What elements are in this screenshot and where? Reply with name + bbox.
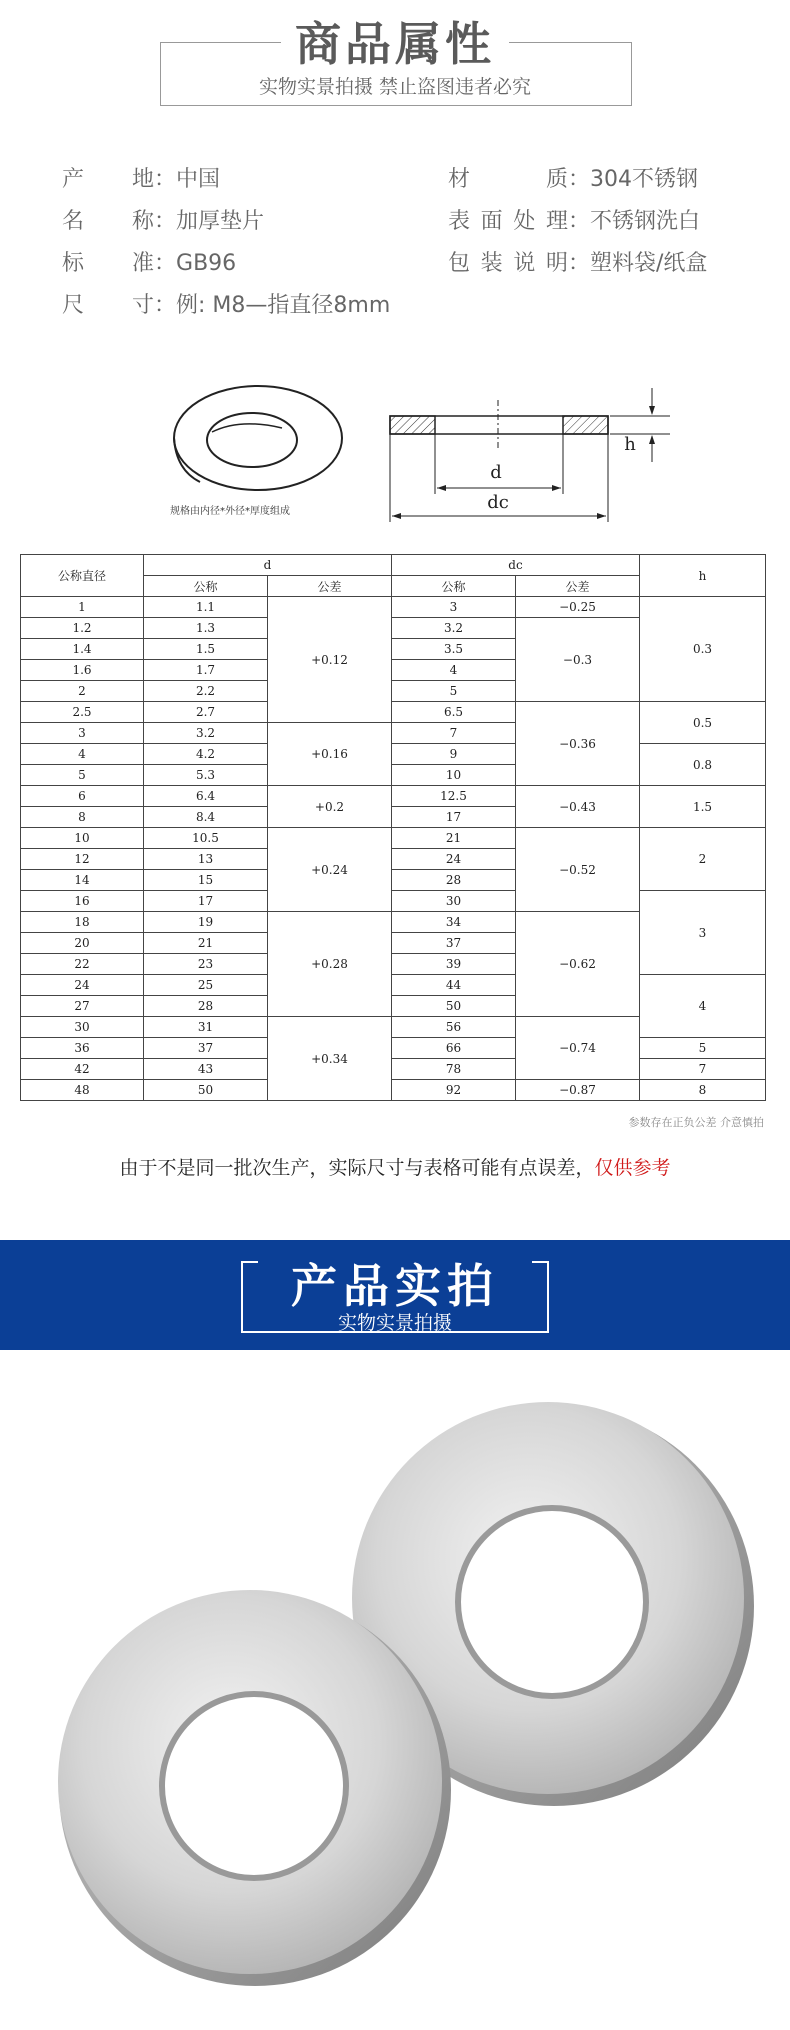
cell-nominal-diameter: 3 xyxy=(21,723,144,744)
cell-nominal-diameter: 42 xyxy=(21,1059,144,1080)
cell-dc-nominal: 39 xyxy=(392,954,516,975)
cell-dc-nominal: 92 xyxy=(392,1080,516,1101)
table-row xyxy=(21,1038,766,1059)
section-title: 商品属性 xyxy=(0,8,790,74)
cell-dc-nominal: 24 xyxy=(392,849,516,870)
label-dc: dc xyxy=(487,492,509,513)
cell-d-nominal: 31 xyxy=(144,1017,268,1038)
cell-dc-nominal: 66 xyxy=(392,1038,516,1059)
cell-h: 8 xyxy=(640,1080,766,1101)
cell-nominal-diameter: 30 xyxy=(21,1017,144,1038)
cell-d-nominal: 21 xyxy=(144,933,268,954)
cell-h: 3 xyxy=(640,891,766,975)
subheader-d-tolerance: 公差 xyxy=(268,576,392,597)
cell-nominal-diameter: 2 xyxy=(21,681,144,702)
table-row xyxy=(21,975,766,996)
cell-d-nominal: 1.1 xyxy=(144,597,268,618)
spec-table xyxy=(20,554,766,1101)
cell-dc-nominal: 7 xyxy=(392,723,516,744)
spec-table-body xyxy=(21,597,766,1101)
cell-h: 1.5 xyxy=(640,786,766,828)
cell-d-nominal: 2.7 xyxy=(144,702,268,723)
cell-nominal-diameter: 24 xyxy=(21,975,144,996)
tolerance-note: 参数存在正负公差 介意慎拍 xyxy=(628,1116,764,1129)
cell-dc-nominal: 56 xyxy=(392,1017,516,1038)
banner-title: 产品实拍 xyxy=(291,1259,499,1313)
cell-dc-tolerance: −0.43 xyxy=(516,786,640,828)
cell-dc-nominal: 37 xyxy=(392,933,516,954)
cell-dc-nominal: 12.5 xyxy=(392,786,516,807)
table-row xyxy=(21,597,766,618)
subheader-dc-nominal: 公称 xyxy=(392,576,516,597)
table-row xyxy=(21,1080,766,1101)
washer-section xyxy=(390,388,670,522)
photo-section-banner xyxy=(0,1240,790,1350)
cell-d-nominal: 3.2 xyxy=(144,723,268,744)
cell-nominal-diameter: 6 xyxy=(21,786,144,807)
table-row xyxy=(21,1059,766,1080)
cell-d-nominal: 43 xyxy=(144,1059,268,1080)
cell-d-tolerance: +0.2 xyxy=(268,786,392,828)
cell-dc-nominal: 30 xyxy=(392,891,516,912)
cell-dc-tolerance: −0.87 xyxy=(516,1080,640,1101)
cell-h: 7 xyxy=(640,1059,766,1080)
cell-h: 0.8 xyxy=(640,744,766,786)
cell-nominal-diameter: 14 xyxy=(21,870,144,891)
cell-d-tolerance: +0.16 xyxy=(268,723,392,786)
cell-nominal-diameter: 36 xyxy=(21,1038,144,1059)
cell-nominal-diameter: 1 xyxy=(21,597,144,618)
cell-d-nominal: 17 xyxy=(144,891,268,912)
cell-d-tolerance: +0.12 xyxy=(268,597,392,723)
cell-h: 4 xyxy=(640,975,766,1038)
cell-nominal-diameter: 5 xyxy=(21,765,144,786)
section-subtitle: 实物实景拍摄 禁止盗图违者必究 xyxy=(258,76,532,98)
cell-nominal-diameter: 1.2 xyxy=(21,618,144,639)
table-row xyxy=(21,786,766,807)
cell-nominal-diameter: 18 xyxy=(21,912,144,933)
header-nominal-diameter: 公称直径 xyxy=(21,555,144,597)
cell-dc-tolerance: −0.36 xyxy=(516,702,640,786)
cell-dc-nominal: 6.5 xyxy=(392,702,516,723)
cell-h: 0.3 xyxy=(640,597,766,702)
cell-d-nominal: 5.3 xyxy=(144,765,268,786)
cell-nominal-diameter: 8 xyxy=(21,807,144,828)
cell-dc-nominal: 17 xyxy=(392,807,516,828)
cell-dc-nominal: 28 xyxy=(392,870,516,891)
header-h: h xyxy=(640,555,766,597)
cell-dc-nominal: 3 xyxy=(392,597,516,618)
cell-dc-nominal: 4 xyxy=(392,660,516,681)
cell-dc-nominal: 21 xyxy=(392,828,516,849)
cell-d-nominal: 1.7 xyxy=(144,660,268,681)
cell-d-nominal: 15 xyxy=(144,870,268,891)
cell-d-nominal: 10.5 xyxy=(144,828,268,849)
table-row xyxy=(21,744,766,765)
cell-d-nominal: 1.3 xyxy=(144,618,268,639)
cell-nominal-diameter: 2.5 xyxy=(21,702,144,723)
attr-standard: 标准：GB96 xyxy=(62,251,237,276)
cell-dc-tolerance: −0.74 xyxy=(516,1017,640,1080)
drawing-caption: 规格由内径*外径*厚度组成 xyxy=(170,506,290,517)
attr-surface: 表面处理：不锈钢洗白 xyxy=(448,209,701,234)
header-d: d xyxy=(144,555,392,576)
washer-drawing xyxy=(0,370,790,540)
cell-nominal-diameter: 1.4 xyxy=(21,639,144,660)
cell-dc-tolerance: −0.25 xyxy=(516,597,640,618)
cell-dc-nominal: 3.2 xyxy=(392,618,516,639)
attr-size: 尺寸：例: M8—指直径8mm xyxy=(62,293,391,318)
cell-h: 5 xyxy=(640,1038,766,1059)
cell-d-nominal: 37 xyxy=(144,1038,268,1059)
attr-package: 包装说明：塑料袋/纸盒 xyxy=(448,251,708,276)
cell-nominal-diameter: 20 xyxy=(21,933,144,954)
table-row xyxy=(21,702,766,723)
washer-sketch xyxy=(174,386,342,490)
cell-d-nominal: 28 xyxy=(144,996,268,1017)
table-row xyxy=(21,891,766,912)
cell-dc-nominal: 10 xyxy=(392,765,516,786)
cell-dc-tolerance: −0.52 xyxy=(516,828,640,912)
cell-d-nominal: 1.5 xyxy=(144,639,268,660)
cell-d-nominal: 6.4 xyxy=(144,786,268,807)
product-photo xyxy=(0,1370,790,2030)
cell-nominal-diameter: 4 xyxy=(21,744,144,765)
cell-nominal-diameter: 27 xyxy=(21,996,144,1017)
cell-nominal-diameter: 16 xyxy=(21,891,144,912)
cell-dc-nominal: 34 xyxy=(392,912,516,933)
cell-dc-nominal: 50 xyxy=(392,996,516,1017)
cell-dc-nominal: 9 xyxy=(392,744,516,765)
cell-d-nominal: 4.2 xyxy=(144,744,268,765)
cell-dc-nominal: 3.5 xyxy=(392,639,516,660)
label-d: d xyxy=(490,462,502,483)
subheader-dc-tolerance: 公差 xyxy=(516,576,640,597)
banner-subtitle: 实物实景拍摄 xyxy=(337,1312,452,1334)
cell-nominal-diameter: 10 xyxy=(21,828,144,849)
cell-d-nominal: 50 xyxy=(144,1080,268,1101)
label-h: h xyxy=(624,434,636,455)
cell-d-tolerance: +0.28 xyxy=(268,912,392,1017)
cell-nominal-diameter: 22 xyxy=(21,954,144,975)
cell-dc-nominal: 44 xyxy=(392,975,516,996)
cell-h: 0.5 xyxy=(640,702,766,744)
disclaimer-note: 由于不是同一批次生产，实际尺寸与表格可能有点误差，仅供参考 xyxy=(119,1157,671,1179)
attr-material: 材质：304不锈钢 xyxy=(448,167,699,192)
cell-dc-nominal: 5 xyxy=(392,681,516,702)
disclaimer-highlight: 仅供参考 xyxy=(594,1157,671,1179)
header-dc: dc xyxy=(392,555,640,576)
cell-d-tolerance: +0.34 xyxy=(268,1017,392,1101)
cell-d-nominal: 19 xyxy=(144,912,268,933)
attr-name: 名称：加厚垫片 xyxy=(62,209,265,234)
cell-dc-tolerance: −0.3 xyxy=(516,618,640,702)
cell-dc-tolerance: −0.62 xyxy=(516,912,640,1017)
cell-d-nominal: 8.4 xyxy=(144,807,268,828)
cell-d-nominal: 23 xyxy=(144,954,268,975)
cell-nominal-diameter: 1.6 xyxy=(21,660,144,681)
attr-origin: 产地：中国 xyxy=(62,167,221,192)
cell-d-nominal: 13 xyxy=(144,849,268,870)
table-row xyxy=(21,828,766,849)
cell-d-nominal: 25 xyxy=(144,975,268,996)
cell-h: 2 xyxy=(640,828,766,891)
cell-nominal-diameter: 48 xyxy=(21,1080,144,1101)
cell-d-tolerance: +0.24 xyxy=(268,828,392,912)
cell-d-nominal: 2.2 xyxy=(144,681,268,702)
cell-nominal-diameter: 12 xyxy=(21,849,144,870)
cell-dc-nominal: 78 xyxy=(392,1059,516,1080)
subheader-d-nominal: 公称 xyxy=(144,576,268,597)
